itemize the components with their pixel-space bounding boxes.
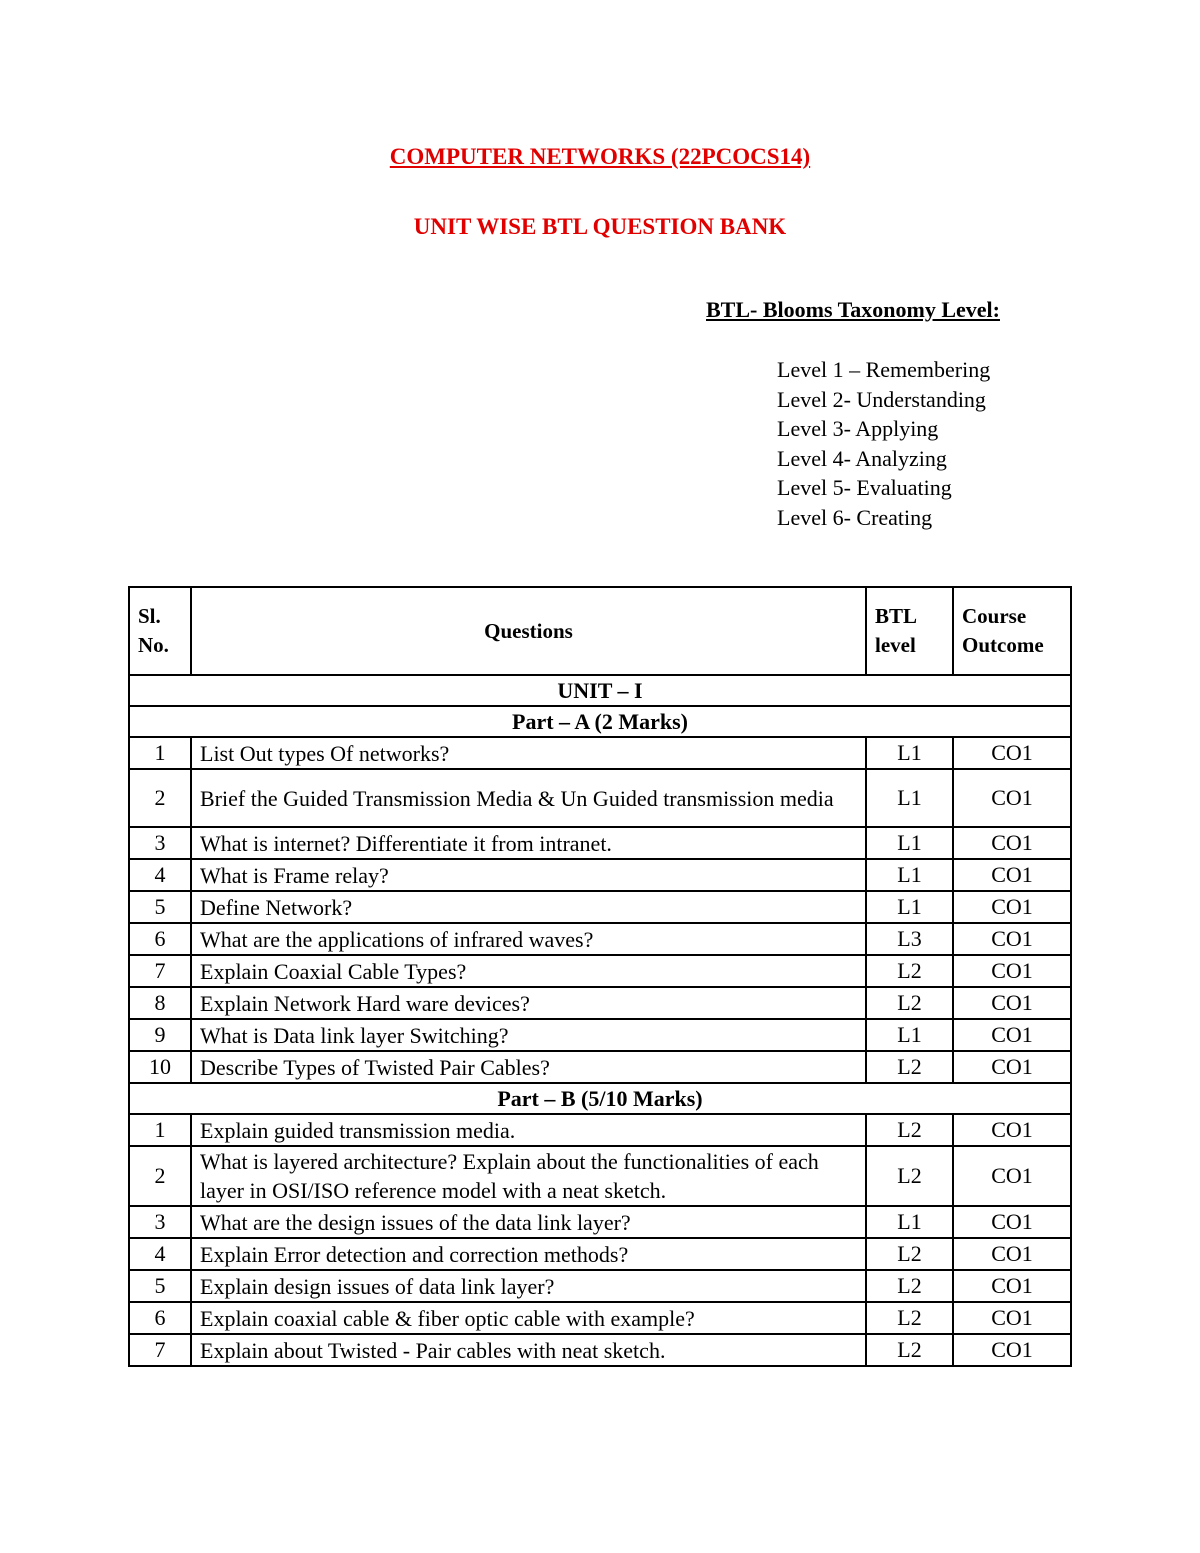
btl-level-cell: L2	[866, 1270, 953, 1302]
header-sl-no: Sl. No.	[129, 587, 191, 675]
question-text: What is layered architecture? Explain about the functionalities of each layer in OSI/ISO reference model with a neat sketch.	[191, 1146, 866, 1206]
btl-level-cell: L2	[866, 1051, 953, 1083]
btl-level-item: Level 2- Understanding	[777, 386, 986, 412]
unit-title: UNIT – I	[129, 675, 1071, 706]
question-number: 5	[129, 891, 191, 923]
question-number: 6	[129, 1302, 191, 1334]
question-text: What is Frame relay?	[191, 859, 866, 891]
btl-level-cell: L1	[866, 737, 953, 769]
question-text: What are the applications of infrared waves?	[191, 923, 866, 955]
table-row	[129, 769, 1071, 827]
course-outcome-cell: CO1	[953, 955, 1071, 987]
question-text: Explain guided transmission media.	[191, 1114, 866, 1146]
header-btl-level: BTL level	[866, 587, 953, 675]
question-text: Explain about Twisted - Pair cables with neat sketch.	[191, 1334, 866, 1366]
btl-level-item: Level 5- Evaluating	[777, 475, 952, 500]
btl-level-cell: L2	[866, 1238, 953, 1270]
btl-level-cell: L1	[866, 1019, 953, 1051]
table-row	[129, 1238, 1071, 1270]
btl-level-cell: L2	[866, 1302, 953, 1334]
course-outcome-cell: CO1	[953, 1114, 1071, 1146]
question-text: Define Network?	[191, 891, 866, 923]
part-b-row	[129, 1083, 1071, 1114]
table-row	[129, 737, 1071, 769]
btl-level-cell: L1	[866, 769, 953, 827]
course-outcome-cell: CO1	[953, 891, 1071, 923]
btl-levels-list	[777, 355, 990, 532]
question-text: Explain Coaxial Cable Types?	[191, 955, 866, 987]
part-a-row	[129, 706, 1071, 737]
btl-level-item: Level 1 – Remembering	[777, 357, 991, 382]
course-outcome-cell: CO1	[953, 923, 1071, 955]
table-row	[129, 827, 1071, 859]
table-row	[129, 891, 1071, 923]
question-number: 1	[129, 1114, 191, 1146]
table-row	[129, 1334, 1071, 1366]
table-row	[129, 1051, 1071, 1083]
course-outcome-cell: CO1	[953, 1206, 1071, 1238]
question-bank-table	[128, 586, 1072, 1367]
course-outcome-cell: CO1	[953, 1146, 1071, 1206]
btl-level-cell: L2	[866, 1114, 953, 1146]
document-subtitle: UNIT WISE BTL QUESTION BANK	[413, 214, 787, 239]
btl-level-item: Level 4- Analyzing	[777, 445, 947, 471]
table-row	[129, 1206, 1071, 1238]
question-text: Explain design issues of data link layer?	[191, 1270, 866, 1302]
table-row	[129, 923, 1071, 955]
btl-level-cell: L1	[866, 891, 953, 923]
table-row	[129, 1019, 1071, 1051]
btl-level-cell: L1	[866, 859, 953, 891]
question-text: What are the design issues of the data link layer?	[191, 1206, 866, 1238]
btl-heading: BTL- Blooms Taxonomy Level:	[706, 297, 1000, 322]
question-number: 8	[129, 987, 191, 1019]
question-text: List Out types Of networks?	[191, 737, 866, 769]
table-row	[129, 859, 1071, 891]
course-outcome-cell: CO1	[953, 1019, 1071, 1051]
question-number: 7	[129, 1334, 191, 1366]
question-number: 2	[129, 1146, 191, 1206]
question-text: Brief the Guided Transmission Media & Un Guided transmission media	[191, 769, 866, 827]
btl-level-item: Level 3- Applying	[777, 416, 939, 441]
course-outcome-cell: CO1	[953, 987, 1071, 1019]
question-number: 7	[129, 955, 191, 987]
table-row	[129, 955, 1071, 987]
header-course-outcome: Course Outcome	[953, 587, 1071, 675]
course-outcome-cell: CO1	[953, 859, 1071, 891]
part-a-title: Part – A (2 Marks)	[129, 706, 1071, 737]
course-outcome-cell: CO1	[953, 769, 1071, 827]
btl-level-cell: L2	[866, 987, 953, 1019]
course-outcome-cell: CO1	[953, 1270, 1071, 1302]
question-text: What is internet? Differentiate it from intranet.	[191, 827, 866, 859]
question-number: 4	[129, 859, 191, 891]
btl-level-cell: L1	[866, 1206, 953, 1238]
question-number: 2	[129, 769, 191, 827]
course-outcome-cell: CO1	[953, 1051, 1071, 1083]
question-number: 10	[129, 1051, 191, 1083]
header-questions: Questions	[191, 587, 866, 675]
course-outcome-cell: CO1	[953, 1302, 1071, 1334]
btl-level-item: Level 6- Creating	[777, 504, 933, 530]
question-text: Explain Error detection and correction methods?	[191, 1238, 866, 1270]
question-number: 1	[129, 737, 191, 769]
question-text: Explain coaxial cable & fiber optic cable with example?	[191, 1302, 866, 1334]
course-outcome-cell: CO1	[953, 737, 1071, 769]
table-row	[129, 1270, 1071, 1302]
btl-level-cell: L2	[866, 1334, 953, 1366]
question-number: 4	[129, 1238, 191, 1270]
question-text: Explain Network Hard ware devices?	[191, 987, 866, 1019]
document-title: COMPUTER NETWORKS (22PCOCS14)	[389, 144, 811, 169]
table-row	[129, 1146, 1071, 1206]
question-number: 3	[129, 1206, 191, 1238]
question-number: 5	[129, 1270, 191, 1302]
course-outcome-cell: CO1	[953, 1334, 1071, 1366]
question-text: Describe Types of Twisted Pair Cables?	[191, 1051, 866, 1083]
table-row	[129, 987, 1071, 1019]
btl-level-cell: L3	[866, 923, 953, 955]
part-b-title: Part – B (5/10 Marks)	[129, 1083, 1071, 1114]
question-number: 9	[129, 1019, 191, 1051]
btl-level-cell: L1	[866, 827, 953, 859]
table-row	[129, 1302, 1071, 1334]
btl-level-cell: L2	[866, 1146, 953, 1206]
course-outcome-cell: CO1	[953, 1238, 1071, 1270]
table-row	[129, 1114, 1071, 1146]
question-number: 6	[129, 923, 191, 955]
table-header-row	[129, 587, 1071, 675]
btl-level-cell: L2	[866, 955, 953, 987]
course-outcome-cell: CO1	[953, 827, 1071, 859]
question-number: 3	[129, 827, 191, 859]
unit-row	[129, 675, 1071, 706]
question-text: What is Data link layer Switching?	[191, 1019, 866, 1051]
